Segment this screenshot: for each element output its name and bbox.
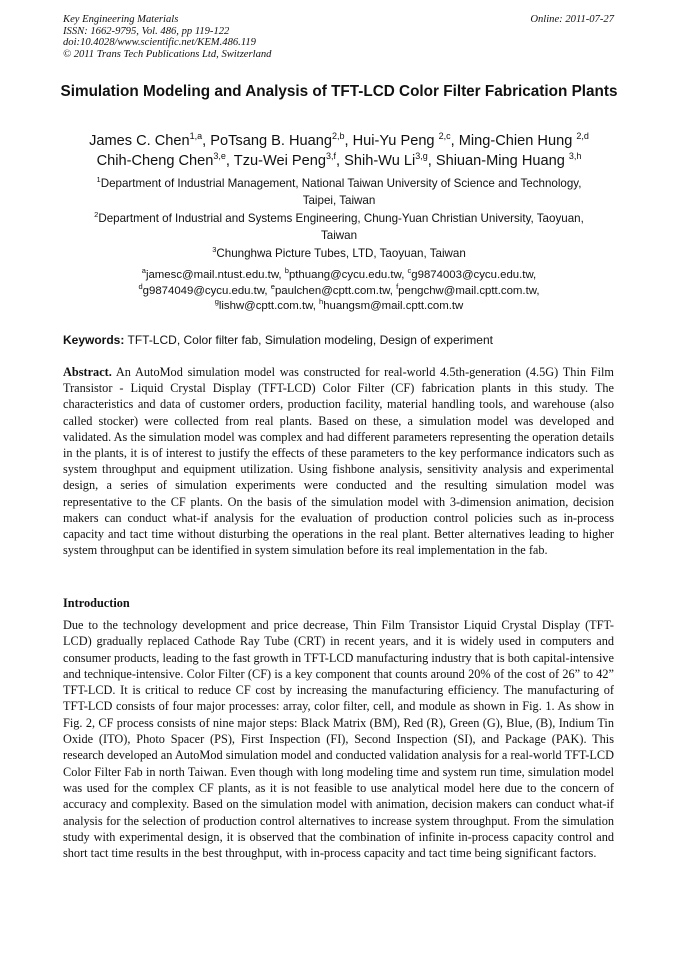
journal-header xyxy=(63,14,271,60)
email-sup: b xyxy=(284,266,289,276)
email-address: pthuang@cycu.edu.tw, xyxy=(288,269,405,281)
keywords xyxy=(63,332,623,348)
paper-title: Simulation Modeling and Analysis of TFT-LCD Color Filter Fabrication Plants xyxy=(60,83,618,100)
email-address: paulchen@cptt.com.tw, xyxy=(274,284,393,297)
author-sup: 3,e xyxy=(213,151,226,162)
email-sup: c xyxy=(407,266,412,276)
affiliation-sup: 2 xyxy=(94,210,99,220)
author-sup: 3,h xyxy=(568,151,582,162)
email-address: lishw@cptt.com.tw, xyxy=(218,300,316,312)
issn-line: ISSN: 1662-9795, Vol. 486, pp 119-122 xyxy=(63,25,230,37)
author-line-2: Chih-Cheng Chen$^{3,e}$, Tzu-Wei Peng$^{3,f}$, Shih-Wu Li$^{3,g}$, Shiuan-Ming Huang $^{3,h}$ xyxy=(96,151,582,169)
journal-name: Key Engineering Materials xyxy=(63,14,179,25)
introduction-text: Due to the technology development and price decrease, Thin Film Transistor Liquid Crystal Display (TFT-LCD) gradually replaced Cathode Ray Tube (CRT) in recent years, and it is widely used in computers and consumer products, leading to the fast growth in TFT-LCD manufacturing industry that is both capital-intensive and technique-intensive. Color Filter (CF) is a key component that counts around 20% of the cost of 26” to 42” TFT-LCD. It is critical to reduce CF cost by increasing the manufacturing efficiency. The manufacturing of TFT-LCD consists of four major processes: array, color filter, cell, and module as shown in Fig. 1. As show in Fig. 2, CF process consists of nine major steps: Black Matrix (BM), Red (R), Green (G), Blue, (B), Indium Tin Oxide (ITO), Photo Spacer (PS), First Inspection (FI), Second Inspection (SI), and Package (PAK). This research developed an AutoMod simulation model and conducted validation analysis for a real-world TFT-LCD Color Filter Fab in north Taiwan. Even though with long modeling time and system run time, simulation model was used for the complex CF plants, as it is not feasible to use analytical model here due to the concern of accuracy and complexity. Based on the simulation model with animation, decision makers can conduct what-if analysis for the selection of production control alternatives to increase system throughput. From the simulation study with experimental design, it is observed that the combination of infinite in-process capacity control and short tact time results in the best throughput, with in-process capacity and tact time being significant factors. xyxy=(63,618,614,861)
copyright-line: © 2011 Trans Tech Publications Ltd, Switzerland xyxy=(63,48,272,60)
email-address: g9874049@cycu.edu.tw, xyxy=(142,284,268,297)
email-sup: h xyxy=(319,297,324,307)
doi-line: doi:10.4028/www.scientific.net/KEM.486.119 xyxy=(63,37,256,49)
affiliation-3 xyxy=(60,246,618,263)
author-name: Tzu-Wei Peng xyxy=(233,153,326,169)
email-address: jamesc@mail.ntust.edu.tw, xyxy=(145,269,282,281)
email-sup: a xyxy=(141,266,146,276)
author-sup: 2,d xyxy=(576,131,589,142)
email-address: huangsm@mail.cptt.com.tw xyxy=(323,300,464,312)
author-name: James C. Chen xyxy=(89,133,190,149)
author-sup: 1,a xyxy=(189,131,203,142)
email-sup: e xyxy=(270,281,275,291)
affiliation-sup: 3 xyxy=(212,245,217,255)
abstract-text: An AutoMod simulation model was constructed for real-world 4.5th-generation (4.5G) Thin Film Transistor - Liquid Crystal Display (TFT-LCD) Color Filter (CF) fabrication plants in this study. The characteristics and data of customer orders, production facility, material handling tools, and warehouse (also called stocker) were collected from real plants. Based on these, a simulation model was developed and validated. As the simulation model was complex and had different parameters representing the operation details in the plants, it is of interest to justify the effects of these parameters to the key performance indicators such as system throughput and equipment utilization. Using fishbone analysis, sensitivity analysis and experimental design, a series of simulation experiments were conducted and the resulting simulation model was representative to the CF plants. On the basis of the simulation model with 3-dimension animation, decision makers can conduct what-if analysis for the evaluation of production control policies such as in-process capacity and tact time without disturbing the operations in the real plant. Better alternatives leading to higher system throughput can be identified in system simulation before its real implementation in the fab. xyxy=(63,365,614,558)
author-sup: 3,g xyxy=(415,151,428,162)
abstract xyxy=(63,364,614,558)
author-name: Chih-Cheng Chen xyxy=(96,153,214,169)
online-date: Online: 2011-07-27 xyxy=(530,14,614,25)
author-sup: 2,c xyxy=(438,131,451,142)
affiliation-text: Department of Industrial and Systems Engineering, Chung-Yuan Christian University, Taoyuan, xyxy=(98,212,584,225)
author-line-1: James C. Chen$^{1,a}$, PoTsang B. Huang$^{2,b}$, Hui-Yu Peng $^{2,c}$, Ming-Chien Hung $^{2,d}$ xyxy=(89,131,589,149)
keywords-text: TFT-LCD, Color filter fab, Simulation modeling, Design of experiment xyxy=(127,333,493,347)
author-list xyxy=(40,131,638,171)
author-name: Shiuan-Ming Huang xyxy=(435,153,565,169)
affiliation-text: Department of Industrial Management, National Taiwan University of Science and Technology, xyxy=(100,177,582,190)
author-name: Hui-Yu Peng xyxy=(352,133,435,149)
author-name: PoTsang B. Huang xyxy=(210,133,332,149)
abstract-label: Abstract. xyxy=(63,365,112,379)
email-list xyxy=(60,268,618,315)
email-sup: d xyxy=(138,281,143,291)
section-heading-introduction: Introduction xyxy=(63,596,130,610)
author-sup: 3,f xyxy=(325,151,336,162)
affiliation-text: Taiwan xyxy=(320,228,358,242)
keywords-label: Keywords: xyxy=(63,333,125,347)
affiliation-sup: 1 xyxy=(96,175,101,185)
email-address: pengchw@mail.cptt.com.tw, xyxy=(398,284,540,297)
affiliation-1 xyxy=(60,176,618,209)
affiliation-text: Taipei, Taiwan xyxy=(302,193,376,207)
email-sup: f xyxy=(396,281,399,291)
affiliation-text: Chunghwa Picture Tubes, LTD, Taoyuan, Taiwan xyxy=(216,247,466,260)
author-sup: 2,b xyxy=(331,131,345,142)
author-name: Shih-Wu Li xyxy=(344,153,416,169)
email-sup: g xyxy=(214,297,219,307)
email-address: g9874003@cycu.edu.tw, xyxy=(411,269,537,281)
author-name: Ming-Chien Hung xyxy=(458,133,573,149)
affiliation-2 xyxy=(60,211,618,244)
